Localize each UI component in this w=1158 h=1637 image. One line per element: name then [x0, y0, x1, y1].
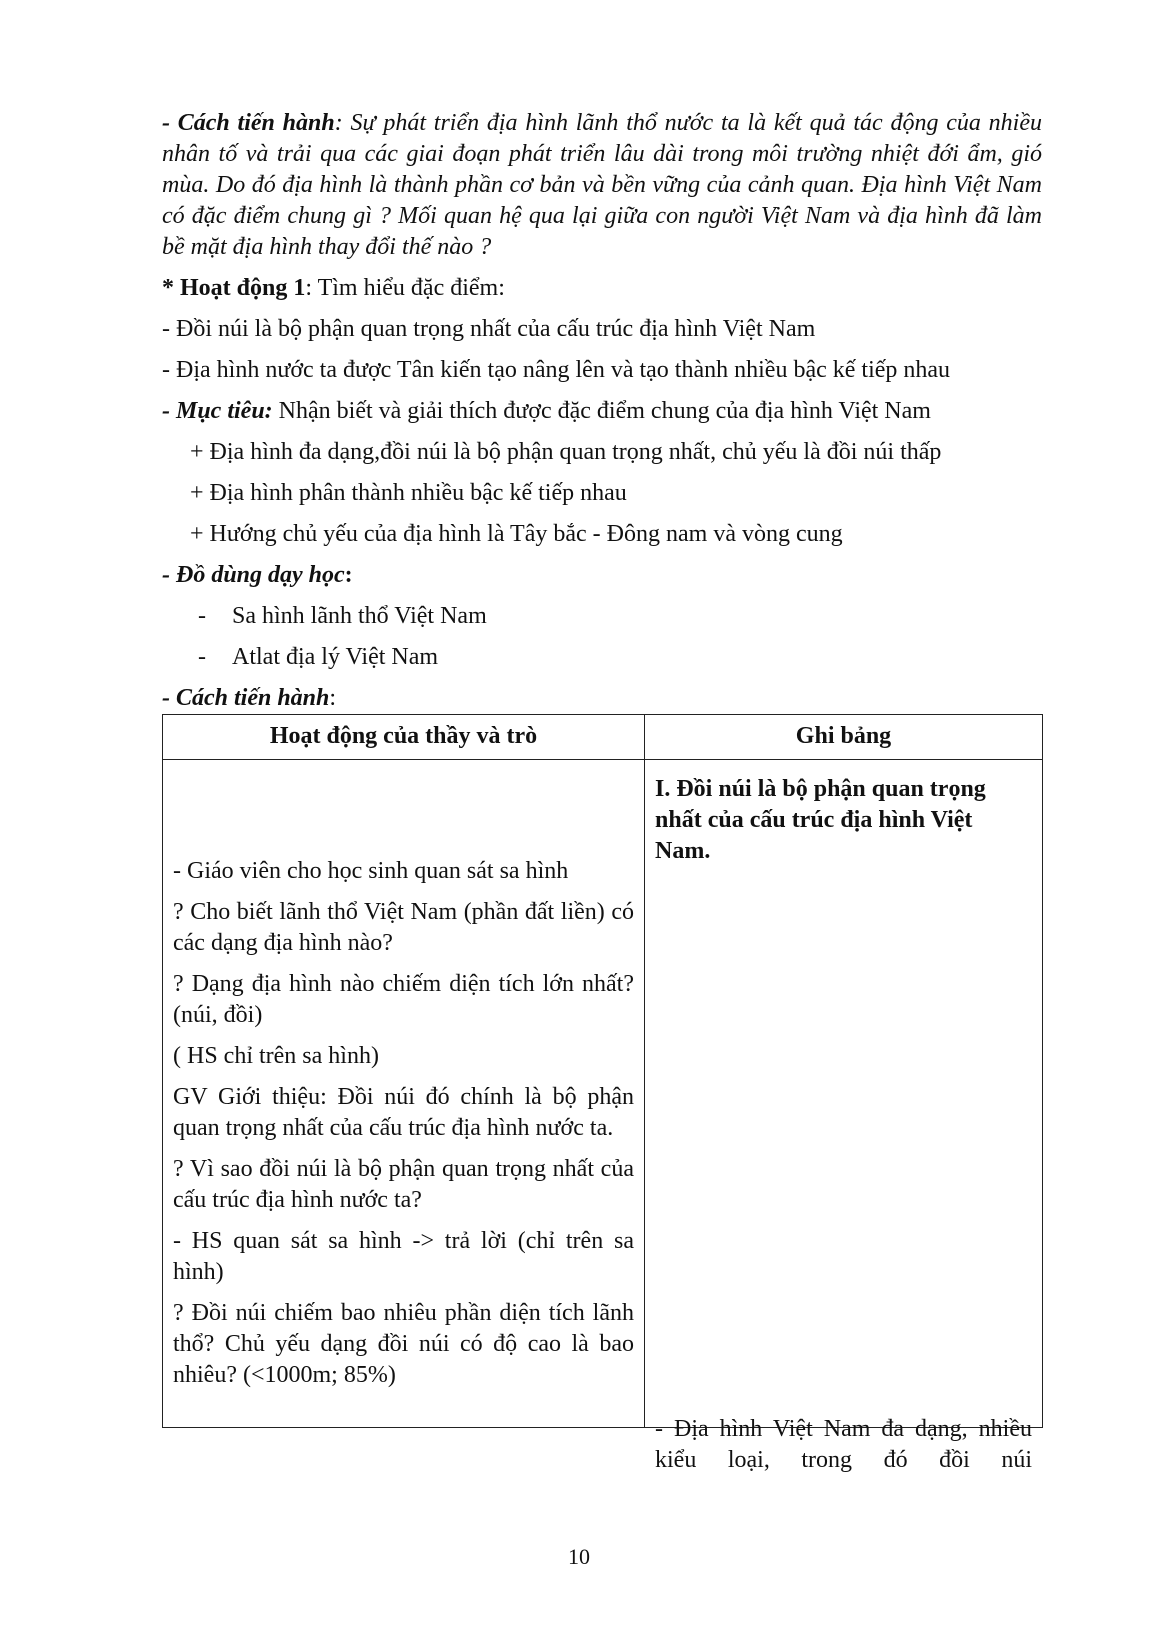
lesson-table [162, 714, 1043, 1473]
materials-colon: : [344, 562, 353, 588]
materials-label: - Đồ dùng dạy học [162, 562, 345, 588]
procedure-heading [162, 683, 1042, 714]
header-board-notes: Ghi bảng [645, 715, 1043, 760]
point-2: - Địa hình nước ta được Tân kiến tạo nâng lên và tạo thành nhiều bậc kế tiếp nhau [162, 357, 951, 383]
activity-line: - HS quan sát sa hình -> trả lời (chỉ trên sa hình) [173, 1228, 634, 1285]
intro-paragraph [162, 108, 1042, 263]
activity-line: GV Giới thiệu: Đồi núi đó chính là bộ phận quan trọng nhất của cấu trúc địa hình nước ta. [173, 1084, 634, 1141]
activity-line: ? Đồi núi chiếm bao nhiêu phần diện tích lãnh thổ? Chủ yếu dạng đồi núi có độ cao là bao nhiêu? (<1000m; 85%) [173, 1300, 634, 1388]
materials-heading [162, 560, 1042, 591]
activity-line: ? Cho biết lãnh thổ Việt Nam (phần đất liền) có các dạng địa hình nào? [173, 899, 634, 956]
intro-label: - Cách tiến hành [162, 110, 335, 136]
objective-heading [162, 396, 1042, 427]
table-header-row [163, 715, 1043, 760]
point-1: - Đồi núi là bộ phận quan trọng nhất của cấu trúc địa hình Việt Nam [162, 316, 816, 342]
objective-item-2: + Địa hình phân thành nhiều bậc kế tiếp nhau [190, 480, 627, 506]
activity-line: ( HS chỉ trên sa hình) [173, 1043, 379, 1069]
activity-line: ? Vì sao đồi núi là bộ phận quan trọng nhất của cấu trúc địa hình nước ta? [173, 1156, 634, 1213]
procedure-colon: : [329, 685, 337, 711]
intro-text: : Sự phát triển địa hình lãnh thổ nước ta là kết quả tác động của nhiều nhân tố và trải qua các giai đoạn phát triển lâu dài trong môi trường nhiệt đới ẩm, gió mùa. Do đó địa hình là thành phần cơ bản và bền vững của cảnh quan. Địa hình Việt Nam có đặc điểm chung gì ? Mối quan hệ qua lại giữa con người Việt Nam và địa hình đã làm bề mặt địa hình thay đổi thế nào ? [162, 110, 1042, 260]
materials-item-text: Atlat địa lý Việt Nam [232, 644, 439, 670]
page-number: 10 [568, 1544, 590, 1569]
table-row [163, 760, 1043, 1428]
objective-text: Nhận biết và giải thích được đặc điểm chung của địa hình Việt Nam [272, 398, 931, 424]
objective-item-1: + Địa hình đa dạng,đồi núi là bộ phận quan trọng nhất, chủ yếu là đồi núi thấp [190, 439, 942, 465]
materials-item-1 [162, 601, 1042, 632]
materials-item-2 [162, 642, 1042, 673]
activity-line: - Giáo viên cho học sinh quan sát sa hình [173, 858, 569, 884]
activity-text: : Tìm hiểu đặc điểm: [305, 275, 505, 301]
activity-heading [162, 273, 1042, 304]
board-note-text: - Địa hình Việt Nam đa dạng, nhiều kiểu loại, trong đó đồi núi [655, 1416, 1032, 1473]
board-notes-cell [645, 760, 1043, 1473]
activity-label: * Hoạt động 1 [162, 275, 306, 301]
activity-line: ? Dạng địa hình nào chiếm diện tích lớn nhất? (núi, đồi) [173, 971, 634, 1028]
header-activities: Hoạt động của thầy và trò [163, 715, 645, 760]
board-heading: I. Đồi núi là bộ phận quan trọng nhất của cấu trúc địa hình Việt Nam. [655, 776, 986, 864]
dash-bullet: - [198, 644, 206, 670]
objective-item-3: + Hướng chủ yếu của địa hình là Tây bắc - Đông nam và vòng cung [190, 521, 843, 547]
materials-item-text: Sa hình lãnh thổ Việt Nam [232, 603, 487, 629]
objective-label: - Mục tiêu: [162, 398, 273, 424]
document-page [162, 108, 1042, 1473]
procedure-label: - Cách tiến hành [162, 685, 330, 711]
dash-bullet: - [198, 603, 206, 629]
activities-cell [163, 760, 645, 1428]
